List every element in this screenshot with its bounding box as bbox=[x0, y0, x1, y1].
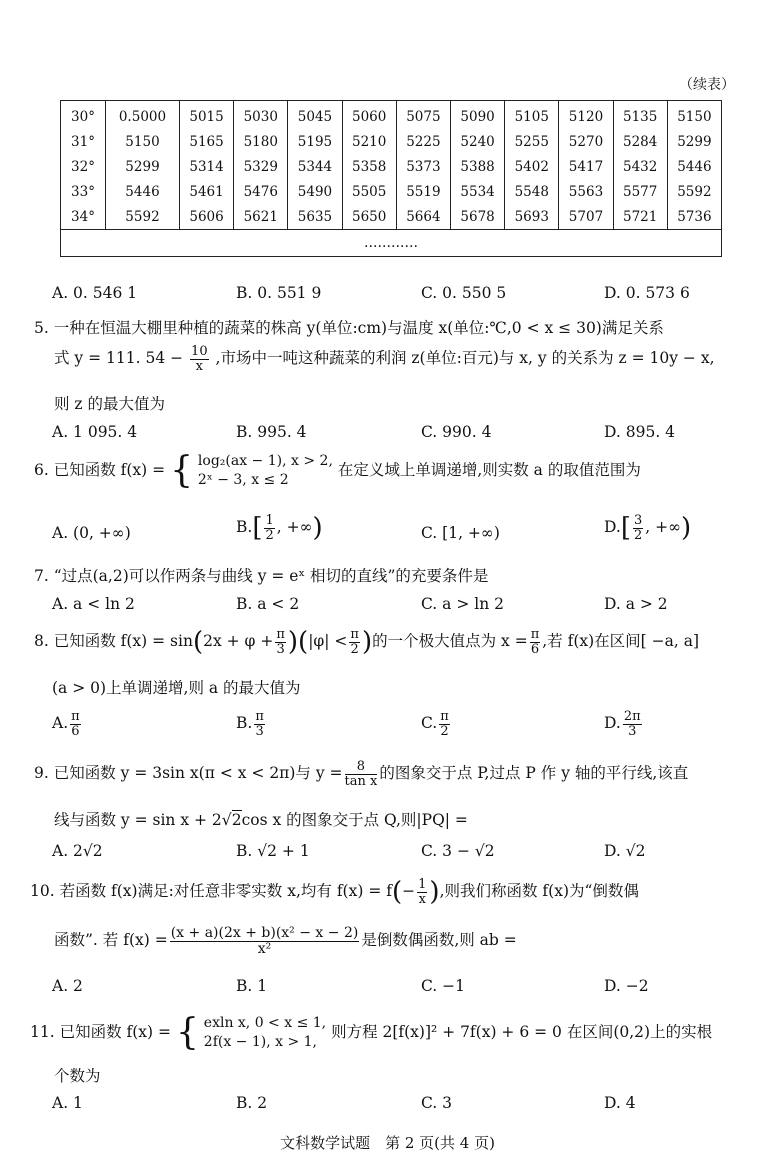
table-cell: 5299 bbox=[667, 129, 721, 154]
q6-piecewise: log₂(ax − 1), x > 2, 2ˣ − 3, x ≤ 2 bbox=[197, 453, 333, 488]
q6-stem: 6. 已知函数 f(x) = { log₂(ax − 1), x > 2, 2ˣ − 3, x ≤ 2 在定义域上单调递增,则实数 a 的取值范围为 bbox=[34, 449, 641, 491]
table-cell-degree: 34° bbox=[61, 204, 106, 230]
continued-label: （续表） bbox=[679, 77, 735, 93]
q11-option-b: B. 2 bbox=[236, 1094, 268, 1112]
q7-option-d: D. a > 2 bbox=[604, 595, 668, 613]
table-cell: 5402 bbox=[505, 154, 559, 179]
q10-line2: 函数”. 若 f(x) = $\frac{\text{(x + a)(2x + b)(x² − x − 2)}}{\text{x²}}$ 是倒数偶函数,则 ab = bbox=[54, 925, 517, 957]
q9-option-c: C. 3 − √2 bbox=[421, 842, 495, 860]
table-cell: 5563 bbox=[559, 179, 613, 204]
table-cell: 5135 bbox=[613, 101, 667, 130]
table-cell: 5592 bbox=[667, 179, 721, 204]
q8-option-d: D. $\frac{2\pi}{3}$ bbox=[604, 709, 641, 739]
table-cell-degree: 31° bbox=[61, 129, 106, 154]
table-cell: 5344 bbox=[288, 154, 342, 179]
table-cell: 5045 bbox=[288, 101, 342, 130]
q9-option-a: A. 2√2 bbox=[52, 842, 103, 860]
table-cell: 5417 bbox=[559, 154, 613, 179]
q9-line2: 线与函数 y = sin x + 2√2cos x 的图象交于点 Q,则|PQ| = bbox=[54, 811, 468, 829]
q11-line2: 个数为 bbox=[54, 1067, 101, 1085]
q8-option-b: B. $\frac{\pi}{3}$ bbox=[236, 709, 264, 739]
table-cell: 5577 bbox=[613, 179, 667, 204]
q10-option-a: A. 2 bbox=[52, 977, 83, 995]
table-cell: 5329 bbox=[234, 154, 288, 179]
q11-piecewise: exln x, 0 < x ≤ 1, 2f(x − 1), x > 1, bbox=[203, 1015, 327, 1050]
q8-line2: (a > 0)上单调递增,则 a 的最大值为 bbox=[52, 679, 301, 697]
table-cell: 5015 bbox=[179, 101, 233, 130]
q11-stem: 11. 已知函数 f(x) = { exln x, 0 < x ≤ 1, 2f(x − 1), x > 1, 则方程 2[f(x)]² + 7f(x) + 6 = 0 在区间(0,2)上的实根 bbox=[30, 1011, 713, 1053]
q5-line3: 则 z 的最大值为 bbox=[54, 395, 166, 413]
table-cell: 5621 bbox=[234, 204, 288, 230]
table-ellipsis: ………… bbox=[61, 230, 722, 257]
table-cell: 5165 bbox=[179, 129, 233, 154]
table-cell: 5150 bbox=[667, 101, 721, 130]
table-cell: 5693 bbox=[505, 204, 559, 230]
table-cell: 5432 bbox=[613, 154, 667, 179]
q9-option-d: D. √2 bbox=[604, 842, 646, 860]
table-row bbox=[61, 204, 722, 230]
table-cell: 5255 bbox=[505, 129, 559, 154]
table-cell: 5270 bbox=[559, 129, 613, 154]
table-cell: 5490 bbox=[288, 179, 342, 204]
table-cell: 5388 bbox=[450, 154, 504, 179]
q8-option-a: A. $\frac{\pi}{6}$ bbox=[52, 709, 80, 739]
table-cell: 5707 bbox=[559, 204, 613, 230]
table-cell: 5373 bbox=[396, 154, 450, 179]
q5-line2: 式 y = 111. 54 − $\frac{10}{x}$ ,市场中一吨这种蔬菜的利润 z(单位:百元)与 x, y 的关系为 z = 10y − x, bbox=[54, 344, 715, 374]
q11-option-d: D. 4 bbox=[604, 1094, 636, 1112]
table-cell: 5650 bbox=[342, 204, 396, 230]
table-cell: 5721 bbox=[613, 204, 667, 230]
table-cell-degree: 30° bbox=[61, 101, 106, 130]
table-cell: 5592 bbox=[106, 204, 180, 230]
page-footer: 文科数学试题 第 2 页(共 4 页) bbox=[280, 1134, 495, 1152]
table-cell: 5180 bbox=[234, 129, 288, 154]
q8-line1: 8. 已知函数 f(x) = sin(2x + φ + $\frac{\pi}{3}$ )(|φ| < $\frac{\pi}{2}$ )的一个极大值点为 x = $\frac{\pi}{6}$ ,若 f(x)在区间[ −a, a] bbox=[34, 627, 700, 658]
table-cell: 5060 bbox=[342, 101, 396, 130]
q10-option-b: B. 1 bbox=[236, 977, 268, 995]
table-cell: 5736 bbox=[667, 204, 721, 230]
table-cell: 5505 bbox=[342, 179, 396, 204]
table-cell: 5090 bbox=[450, 101, 504, 130]
table-cell: 5606 bbox=[179, 204, 233, 230]
table-cell: 5664 bbox=[396, 204, 450, 230]
q5-line1: 5. 一种在恒温大棚里种植的蔬菜的株高 y(单位:cm)与温度 x(单位:℃,0 < x ≤ 30)满足关系 bbox=[34, 319, 664, 337]
q5-option-c: C. 990. 4 bbox=[421, 423, 492, 441]
table-cell: 5476 bbox=[234, 179, 288, 204]
table-cell: 5635 bbox=[288, 204, 342, 230]
q9-option-b: B. √2 + 1 bbox=[236, 842, 310, 860]
table-row bbox=[61, 101, 722, 130]
table-row bbox=[61, 154, 722, 179]
table-cell: 5030 bbox=[234, 101, 288, 130]
q10-option-d: D. −2 bbox=[604, 977, 649, 995]
q8-option-c: C. $\frac{\pi}{2}$ bbox=[421, 709, 449, 739]
q11-option-c: C. 3 bbox=[421, 1094, 453, 1112]
table-cell: 5314 bbox=[179, 154, 233, 179]
table-cell-degree: 33° bbox=[61, 179, 106, 204]
table-cell: 5284 bbox=[613, 129, 667, 154]
table-cell: 5299 bbox=[106, 154, 180, 179]
table-cell: 5519 bbox=[396, 179, 450, 204]
q4-option-c: C. 0. 550 5 bbox=[421, 284, 507, 302]
table-cell-degree: 32° bbox=[61, 154, 106, 179]
q5-option-d: D. 895. 4 bbox=[604, 423, 676, 441]
q11-option-a: A. 1 bbox=[52, 1094, 83, 1112]
q10-line1: 10. 若函数 f(x)满足:对任意非零实数 x,均有 f(x) = f(− $\frac{1}{x}$ ),则我们称函数 f(x)为“倒数偶 bbox=[30, 877, 639, 908]
table-cell: 5446 bbox=[106, 179, 180, 204]
table-cell: 5678 bbox=[450, 204, 504, 230]
table-cell: 5075 bbox=[396, 101, 450, 130]
table-cell: 5195 bbox=[288, 129, 342, 154]
q6-option-b: B.[ $\frac{1}{2}$ , +∞) bbox=[236, 513, 323, 544]
table-cell: 0.5000 bbox=[106, 101, 180, 130]
q7-option-b: B. a < 2 bbox=[236, 595, 300, 613]
q7-option-a: A. a < ln 2 bbox=[52, 595, 135, 613]
q4-option-a: A. 0. 546 1 bbox=[52, 284, 138, 302]
q6-option-a: A. (0, +∞) bbox=[52, 524, 131, 542]
q5-fraction: $\frac{10}{x}$ bbox=[191, 344, 208, 374]
table-ellipsis-row bbox=[61, 230, 722, 257]
table-cell: 5534 bbox=[450, 179, 504, 204]
q4-option-d: D. 0. 573 6 bbox=[604, 284, 690, 302]
q6-option-c: C. [1, +∞) bbox=[421, 524, 500, 542]
sine-table bbox=[60, 100, 722, 257]
table-cell: 5446 bbox=[667, 154, 721, 179]
table-cell: 5120 bbox=[559, 101, 613, 130]
q9-line1: 9. 已知函数 y = 3sin x(π < x < 2π)与 y = $\frac{8}{\text{tan x}}$ 的图象交于点 P,过点 P 作 y 轴的平行线,该直 bbox=[34, 759, 689, 789]
q5-option-b: B. 995. 4 bbox=[236, 423, 307, 441]
q4-option-b: B. 0. 551 9 bbox=[236, 284, 322, 302]
table-cell: 5225 bbox=[396, 129, 450, 154]
table-cell: 5461 bbox=[179, 179, 233, 204]
table-cell: 5105 bbox=[505, 101, 559, 130]
q6-option-d: D.[ $\frac{3}{2}$ , +∞) bbox=[604, 513, 692, 544]
q7-option-c: C. a > ln 2 bbox=[421, 595, 504, 613]
table-row bbox=[61, 179, 722, 204]
table-cell: 5240 bbox=[450, 129, 504, 154]
q5-option-a: A. 1 095. 4 bbox=[52, 423, 138, 441]
table-cell: 5150 bbox=[106, 129, 180, 154]
table-cell: 5358 bbox=[342, 154, 396, 179]
table-cell: 5548 bbox=[505, 179, 559, 204]
table-cell: 5210 bbox=[342, 129, 396, 154]
q10-option-c: C. −1 bbox=[421, 977, 466, 995]
q7-stem: 7. “过点(a,2)可以作两条与曲线 y = eˣ 相切的直线”的充要条件是 bbox=[34, 567, 489, 585]
table-row bbox=[61, 129, 722, 154]
